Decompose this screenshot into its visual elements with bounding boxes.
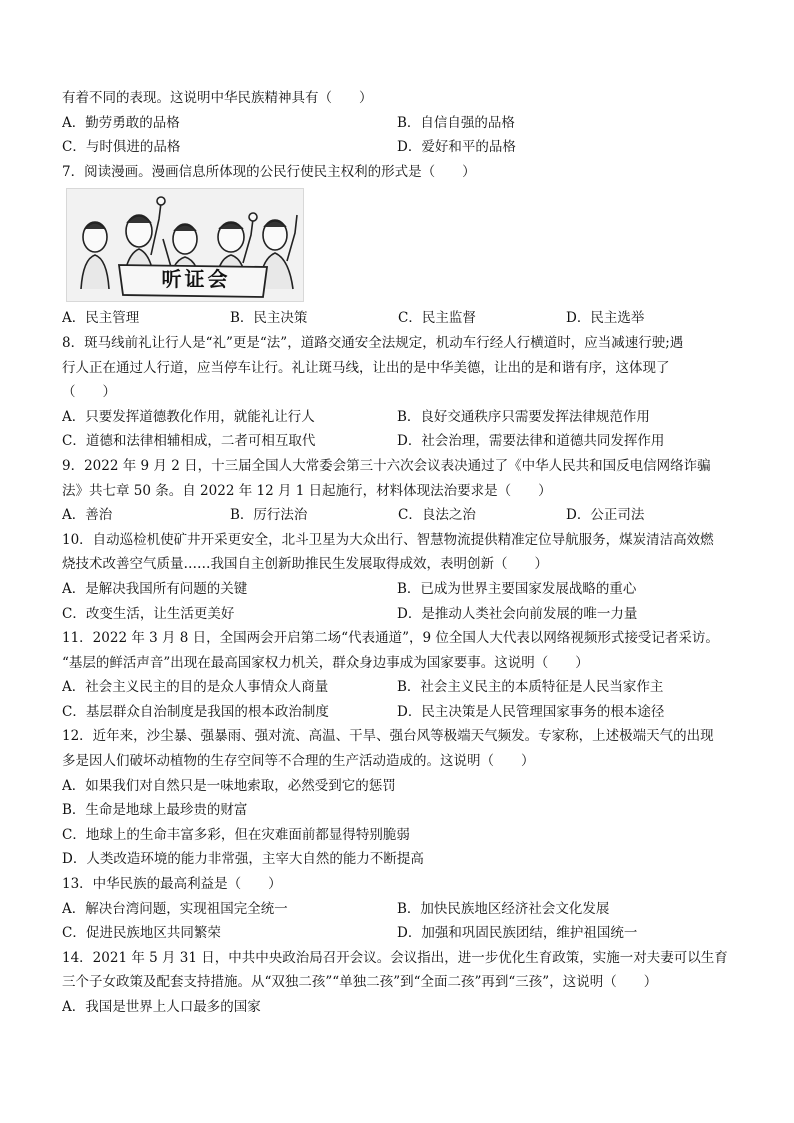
q9-option-b[interactable]: B．厉行法治	[230, 507, 308, 524]
q13-option-b[interactable]: B．加快民族地区经济社会文化发展	[397, 900, 610, 917]
q10-options-row-2	[62, 602, 742, 627]
q13-option-d[interactable]: D．加强和巩固民族团结，维护祖国统一	[397, 925, 638, 942]
q13-option-c[interactable]: C．促进民族地区共同繁荣	[62, 925, 221, 942]
q11-option-b[interactable]: B．社会主义民主的本质特征是人民当家作主	[397, 679, 664, 696]
q12-option-c[interactable]: C．地球上的生命丰富多彩，但在灾难面前都显得特别脆弱	[62, 826, 410, 843]
q13-options-row-1	[62, 897, 742, 922]
q11-option-a[interactable]: A．社会主义民主的目的是众人事情众人商量	[62, 679, 329, 696]
q13-option-a[interactable]: A．解决台湾问题，实现祖国完全统一	[62, 900, 288, 917]
q10-option-c[interactable]: C．改变生活，让生活更美好	[62, 605, 235, 622]
q6-option-b[interactable]: B．自信自强的品格	[397, 114, 515, 131]
q10-option-d[interactable]: D．是推动人类社会向前发展的唯一力量	[397, 605, 638, 622]
q11-stem-line-2: “基层的鲜活声音”出现在最高国家权力机关，群众身边事成为国家要事。这说明（ ）	[62, 654, 589, 671]
q14-stem-line-2: 三个子女政策及配套支持措施。从“双独二孩”“单独二孩”到“全面二孩”再到“三孩”，这说明（ ）	[62, 974, 658, 991]
hearing-cartoon-image	[66, 188, 304, 302]
q6-options-row-1	[62, 111, 742, 136]
q6-option-c[interactable]: C．与时俱进的品格	[62, 139, 181, 156]
q12-stem-line-2: 多是因人们破坏动植物的生存空间等不合理的生产活动造成的。这说明（ ）	[62, 753, 535, 770]
q12-stem-line-1: 12．近年来，沙尘暴、强暴雨、强对流、高温、干旱、强台风等极端天气频发。专家称，上述极端天气的出现	[62, 728, 714, 745]
q10-stem-line-1: 10．自动巡检机使矿井开采更安全，北斗卫星为大众出行、智慧物流提供精准定位导航服务，煤炭清洁高效燃	[62, 531, 714, 548]
q13-options-row-2	[62, 921, 742, 946]
q8-options-row-2	[62, 429, 742, 454]
q9-option-d[interactable]: D．公正司法	[566, 507, 645, 524]
q10-options-row-1	[62, 577, 742, 602]
q7-options-row	[62, 306, 742, 331]
q8-option-d[interactable]: D．社会治理，需要法律和道德共同发挥作用	[397, 433, 665, 450]
q7-option-d[interactable]: D．民主选举	[566, 310, 645, 327]
q9-option-c[interactable]: C．良法之治	[398, 507, 476, 524]
q8-stem-line-1: 8．斑马线前礼让行人是“礼”更是“法”，道路交通安全法规定，机动车行经人行横道时，应当减速行驶;遇	[62, 334, 684, 351]
q11-stem-line-1: 11．2022 年 3 月 8 日，全国两会开启第二场“代表通道”，9 位全国人大代表以网络视频形式接受记者采访。	[62, 630, 719, 647]
q9-options-row	[62, 503, 742, 528]
q10-stem-line-2: 烧技术改善空气质量……我国自主创新助推民生发展取得成效，表明创新（ ）	[62, 556, 548, 573]
q9-option-a[interactable]: A．善治	[62, 507, 113, 524]
q11-options-row-2	[62, 700, 742, 725]
q14-option-a[interactable]: A．我国是世界上人口最多的国家	[62, 999, 261, 1015]
q8-option-c[interactable]: C．道德和法律相辅相成，二者可相互取代	[62, 433, 316, 450]
q6-stem-end: 有着不同的表现。这说明中华民族精神具有（ ）	[62, 90, 373, 106]
q10-option-a[interactable]: A．是解决我国所有问题的关键	[62, 580, 248, 597]
cartoon-banner-label: 听证会	[161, 267, 231, 292]
q7-option-a[interactable]: A．民主管理	[62, 310, 140, 327]
q10-option-b[interactable]: B．已成为世界主要国家发展战略的重心	[397, 580, 637, 597]
q8-stem-line-2: 行人正在通过人行道，应当停车让行。礼让斑马线，让出的是中华美德，让出的是和谐有序，这体现了	[62, 359, 670, 376]
q11-option-c[interactable]: C．基层群众自治制度是我国的根本政治制度	[62, 703, 329, 720]
q6-option-d[interactable]: D．爱好和平的品格	[397, 139, 516, 156]
q8-option-b[interactable]: B．良好交通秩序只需要发挥法律规范作用	[397, 408, 650, 425]
q7-stem: 7．阅读漫画。漫画信息所体现的公民行使民主权利的形式是（ ）	[62, 163, 476, 180]
q6-option-a[interactable]: A．勤劳勇敢的品格	[62, 114, 180, 131]
q11-option-d[interactable]: D．民主决策是人民管理国家事务的根本途径	[397, 703, 665, 720]
q12-option-d[interactable]: D．人类改造环境的能力非常强，主宰大自然的能力不断提高	[62, 851, 424, 868]
q8-options-row-1	[62, 405, 742, 430]
q7-option-c[interactable]: C．民主监督	[398, 310, 476, 327]
q8-stem-line-3: （ ）	[62, 384, 116, 401]
exam-page	[62, 86, 742, 1020]
q12-option-a[interactable]: A．如果我们对自然只是一味地索取，必然受到它的惩罚	[62, 777, 396, 794]
q11-options-row-1	[62, 675, 742, 700]
q12-option-b[interactable]: B．生命是地球上最珍贵的财富	[62, 802, 248, 819]
q14-stem-line-1: 14．2021 年 5 月 31 日，中共中央政治局召开会议。会议指出，进一步优化生育政策，实施一对夫妻可以生育	[62, 949, 728, 966]
q7-option-b[interactable]: B．民主决策	[230, 310, 308, 327]
q13-stem: 13．中华民族的最高利益是（ ）	[62, 876, 282, 893]
q6-options-row-2	[62, 135, 742, 160]
q8-option-a[interactable]: A．只要发挥道德教化作用，就能礼让行人	[62, 408, 315, 425]
q9-stem-line-1: 9．2022 年 9 月 2 日，十三届全国人大常委会第三十六次会议表决通过了《中华人民共和国反电信网络诈骗	[62, 457, 711, 474]
q9-stem-line-2: 法》共七章 50 条。自 2022 年 12 月 1 日起施行，材料体现法治要求是（ ）	[62, 482, 552, 499]
